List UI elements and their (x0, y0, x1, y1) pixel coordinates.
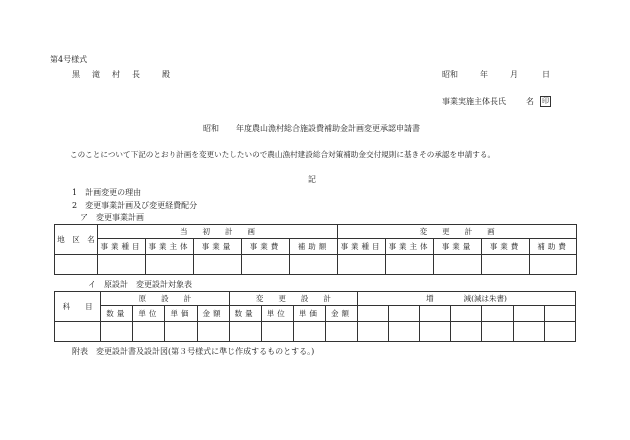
col-quantity-changed: 数量 (229, 306, 261, 322)
date-era: 昭和 (442, 70, 458, 79)
subitem-design: イ 原設計 変更設計対象表 (88, 280, 192, 289)
changed-design-header: 変 更 設 計 (229, 292, 357, 306)
difference-header: 増 減(減は朱書) (358, 292, 576, 306)
page-title: 年度農山漁村総合施設費補助金計画変更承認申請書 (236, 124, 420, 133)
col-project-volume: 事業量 (194, 239, 242, 255)
date-year: 年 (480, 70, 488, 79)
date-day: 日 (542, 70, 550, 79)
col-project-entity-changed: 事業主体 (386, 239, 434, 255)
addressee-honorific: 殿 (162, 70, 170, 79)
body-text: このことについて下記のとおり計画を変更いたしたいので農山漁村建設総合対策補助金交付規則に基きその承認を申請する。 (70, 150, 496, 159)
col-subsidy-changed: 補助費 (530, 239, 577, 255)
col-unit-price-changed: 単価 (293, 306, 325, 322)
region-header: 地 区 名 (55, 225, 98, 255)
col-project-cost: 事業費 (242, 239, 290, 255)
col-project-volume-changed: 事業量 (434, 239, 482, 255)
applicant-name-label: 名 (526, 97, 534, 106)
col-amount: 金額 (197, 306, 229, 322)
col-project-type: 事業種目 (98, 239, 146, 255)
footer-note: 附表 変更設計書及設計図(第３号様式に準じ作成するものとする。) (72, 347, 315, 356)
item-plan: 2 変更事業計画及び変更経費配分 (72, 201, 198, 210)
col-project-cost-changed: 事業費 (482, 239, 530, 255)
col-project-type-changed: 事業種目 (338, 239, 386, 255)
title-era: 昭和 (203, 124, 219, 133)
col-quantity: 数量 (101, 306, 133, 322)
table-row (55, 255, 577, 275)
col-subsidy-amount: 補助額 (290, 239, 338, 255)
col-unit: 単位 (133, 306, 165, 322)
change-plan-table (54, 224, 577, 275)
addressee-name: 黒 滝 村 長 (72, 70, 142, 79)
design-compare-table (54, 291, 576, 342)
col-unit-price: 単価 (165, 306, 197, 322)
col-amount-changed: 金額 (325, 306, 357, 322)
col-unit-changed: 単位 (261, 306, 293, 322)
initial-plan-header: 当 初 計 画 (98, 225, 338, 239)
changed-plan-header: 変 更 計 画 (338, 225, 577, 239)
seal-mark (540, 96, 551, 107)
applicant-label: 事業実施主体長氏 (442, 97, 506, 106)
subitem-plan: ア 変更事業計画 (80, 213, 144, 222)
table-row (55, 322, 576, 342)
ki-heading: 記 (308, 175, 316, 184)
form-number: 第4号様式 (50, 55, 88, 64)
item-reason: 1 計画変更の理由 (72, 188, 142, 197)
subject-header: 科 目 (55, 292, 101, 322)
col-project-entity: 事業主体 (146, 239, 194, 255)
seal-icon: 印 (542, 97, 549, 105)
date-month: 月 (510, 70, 518, 79)
original-design-header: 原 設 計 (101, 292, 229, 306)
